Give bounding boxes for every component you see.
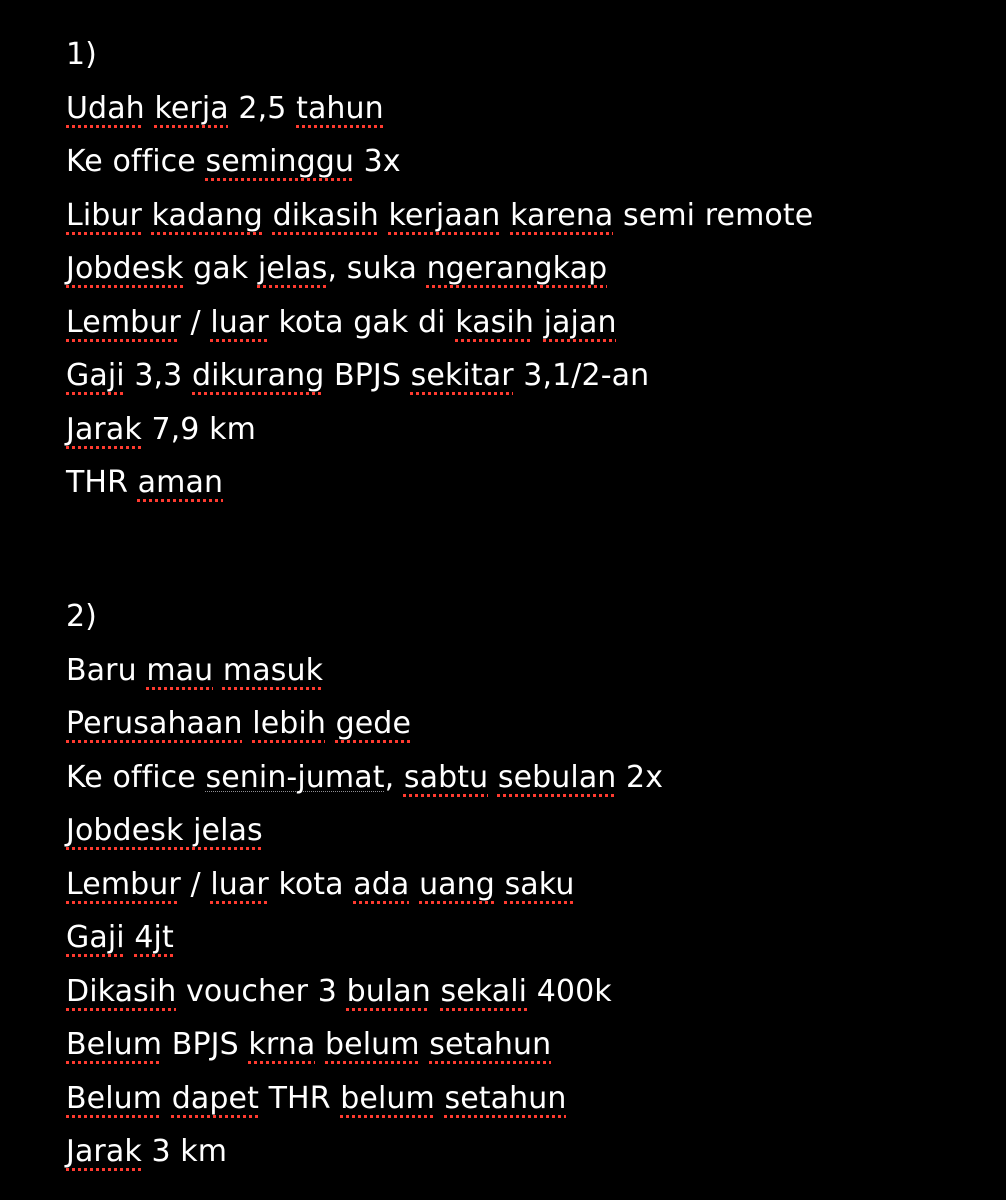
- note-line: [66, 82, 966, 136]
- misspelled-word[interactable]: setahun: [429, 1027, 552, 1062]
- misspelled-word[interactable]: kerjaan: [388, 197, 501, 233]
- text-segment: 3 km: [141, 1134, 228, 1169]
- note-line: [66, 1125, 966, 1179]
- misspelled-word[interactable]: Dikasih: [66, 973, 177, 1009]
- blank-line: [66, 510, 966, 564]
- text-segment: 400k: [527, 973, 612, 1009]
- text-segment: kota gak di: [268, 304, 456, 340]
- misspelled-word[interactable]: dikurang: [192, 358, 325, 393]
- text-segment: [409, 867, 419, 902]
- misspelled-word[interactable]: karena: [510, 197, 614, 233]
- note-line: [66, 296, 966, 350]
- note-line: [66, 858, 966, 912]
- note-line: [66, 965, 966, 1019]
- text-segment: /: [180, 866, 211, 902]
- misspelled-word[interactable]: belum: [325, 1027, 420, 1062]
- section-1-heading: [66, 28, 966, 82]
- misspelled-word[interactable]: 4jt: [134, 920, 174, 955]
- misspelled-word[interactable]: luar: [210, 866, 269, 902]
- text-segment: Ke office: [66, 144, 206, 179]
- note-line: [66, 751, 966, 805]
- misspelled-word[interactable]: ngerangkap: [426, 251, 608, 286]
- text-segment: Ke office: [66, 759, 206, 795]
- text-segment: [534, 305, 544, 340]
- heading-text: 2): [66, 599, 97, 634]
- note-line: [66, 135, 966, 189]
- misspelled-word[interactable]: mau: [146, 652, 214, 688]
- text-segment: gak: [183, 251, 258, 286]
- note-line: [66, 1018, 966, 1072]
- text-segment: [379, 198, 389, 233]
- text-segment: semi remote: [613, 197, 814, 233]
- misspelled-word[interactable]: tahun: [296, 90, 384, 126]
- misspelled-word[interactable]: masuk: [222, 652, 324, 688]
- text-segment: kota: [268, 866, 354, 902]
- text-segment: , suka: [327, 251, 427, 286]
- misspelled-word[interactable]: belum: [340, 1080, 435, 1116]
- misspelled-word[interactable]: Udah: [66, 90, 145, 126]
- note-line: [66, 911, 966, 965]
- text-segment: ,: [384, 759, 404, 795]
- misspelled-word[interactable]: Lembur: [66, 866, 181, 902]
- misspelled-word[interactable]: dapet: [171, 1080, 259, 1116]
- text-segment: [495, 867, 505, 902]
- text-segment: [162, 1081, 172, 1116]
- note-line: [66, 349, 966, 403]
- text-segment: [145, 91, 155, 126]
- heading-text: 1): [66, 37, 97, 72]
- text-segment: [213, 653, 223, 688]
- misspelled-word[interactable]: kerja: [154, 90, 229, 126]
- text-segment: THR: [258, 1080, 341, 1116]
- misspelled-word[interactable]: gede: [335, 706, 412, 741]
- note-text-area[interactable]: [66, 28, 966, 1179]
- misspelled-word[interactable]: dikasih: [272, 197, 379, 233]
- text-segment: [243, 706, 253, 741]
- note-line: [66, 456, 966, 510]
- text-segment: 7,9 km: [141, 411, 256, 447]
- text-segment: [488, 760, 498, 795]
- misspelled-word[interactable]: Gaji: [66, 920, 125, 955]
- misspelled-word[interactable]: sekitar: [410, 358, 514, 393]
- note-line: [66, 697, 966, 751]
- misspelled-word[interactable]: ada: [353, 866, 410, 902]
- misspelled-word[interactable]: Lembur: [66, 304, 181, 340]
- misspelled-word[interactable]: lebih: [252, 706, 326, 741]
- misspelled-word[interactable]: krna: [248, 1027, 316, 1062]
- text-segment: /: [180, 304, 211, 340]
- misspelled-word[interactable]: aman: [137, 465, 224, 500]
- text-segment: [263, 198, 273, 233]
- text-segment: [125, 920, 135, 955]
- note-line: [66, 1072, 966, 1126]
- note-line: [66, 189, 966, 243]
- misspelled-word[interactable]: sabtu: [403, 759, 489, 795]
- misspelled-word[interactable]: setahun: [444, 1080, 567, 1116]
- text-segment: Baru: [66, 652, 147, 688]
- section-2-heading: [66, 590, 966, 644]
- text-segment: [326, 706, 336, 741]
- text-segment: 2x: [616, 759, 664, 795]
- misspelled-word[interactable]: luar: [210, 304, 269, 340]
- note-line: [66, 242, 966, 296]
- text-segment: [315, 1027, 325, 1062]
- text-segment: THR: [66, 465, 138, 500]
- misspelled-word[interactable]: Libur: [66, 197, 142, 233]
- misspelled-word[interactable]: Perusahaan: [66, 706, 243, 741]
- spacer: [66, 563, 966, 590]
- misspelled-word[interactable]: uang: [419, 866, 495, 902]
- text-segment: [420, 1027, 430, 1062]
- text-segment: BPJS: [162, 1027, 249, 1062]
- misspelled-word[interactable]: Jobdesk: [66, 251, 184, 286]
- note-line: [66, 804, 966, 858]
- misspelled-word[interactable]: kasih: [455, 304, 534, 340]
- misspelled-word[interactable]: Jarak: [66, 1134, 142, 1169]
- misspelled-word[interactable]: Jarak: [66, 411, 142, 447]
- text-segment: [500, 198, 510, 233]
- text-segment: 3,3: [124, 358, 192, 393]
- misspelled-word[interactable]: Belum: [66, 1080, 163, 1116]
- text-segment: 3x: [354, 144, 401, 179]
- misspelled-word[interactable]: saku: [504, 866, 575, 902]
- text-segment: voucher 3: [176, 973, 347, 1009]
- misspelled-word[interactable]: Gaji: [66, 358, 125, 393]
- text-segment: 2,5: [228, 90, 297, 126]
- note-line: [66, 644, 966, 698]
- text-segment: BPJS: [324, 358, 411, 393]
- note-line: [66, 403, 966, 457]
- misspelled-word[interactable]: senin-jumat: [205, 759, 385, 795]
- text-segment: [435, 1081, 445, 1116]
- text-segment: [142, 198, 152, 233]
- misspelled-word[interactable]: seminggu: [205, 144, 355, 179]
- text-segment: 3,1/2-an: [513, 358, 650, 393]
- misspelled-word[interactable]: kadang: [151, 197, 263, 233]
- misspelled-word[interactable]: Jobdesk jelas: [66, 813, 263, 848]
- misspelled-word[interactable]: bulan: [346, 973, 431, 1009]
- misspelled-word[interactable]: sebulan: [497, 759, 617, 795]
- misspelled-word[interactable]: Belum: [66, 1027, 163, 1062]
- text-segment: [431, 974, 441, 1009]
- misspelled-word[interactable]: sekali: [440, 973, 528, 1009]
- misspelled-word[interactable]: jajan: [543, 304, 617, 340]
- misspelled-word[interactable]: jelas: [257, 251, 328, 286]
